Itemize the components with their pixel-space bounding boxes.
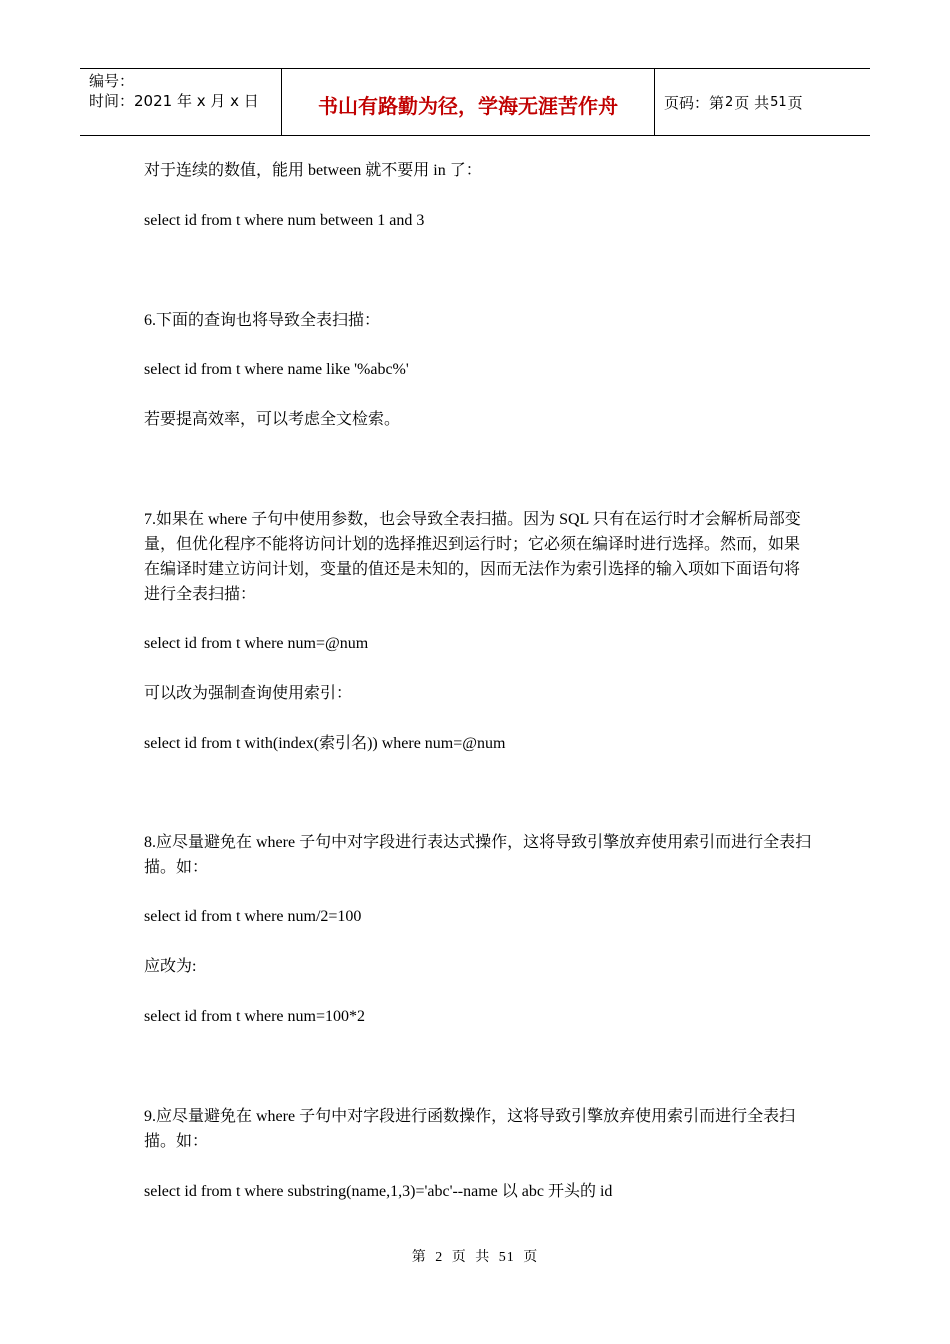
paragraph: 可以改为强制查询使用索引： (144, 685, 353, 702)
sql-example: select id from t where num/2=100 (144, 908, 362, 925)
sql-example: select id from t where num between 1 and 3 (144, 212, 425, 229)
sql-example: select id from t with(index(索引名)) where num=@num (144, 735, 506, 752)
section-paragraph: 8.应尽量避免在 where 子句中对字段进行表达式操作，这将导致引擎放弃使用索引而进行全表扫描。如： (144, 834, 812, 876)
page-suffix: 页 (787, 93, 803, 112)
paragraph: 应改为: (144, 958, 197, 975)
header-motto: 书山有路勤为径，学海无涯苦作舟 (281, 69, 655, 135)
sql-example: select id from t where substring(name,1,3)='abc'--name 以 abc 开头的 id (144, 1183, 613, 1200)
document-date: 时间：2021 年 x 月 x 日 (89, 92, 259, 110)
page-mid: 页 共 (734, 93, 770, 112)
sql-example: select id from t where num=@num (144, 635, 369, 652)
sql-example: select id from t where num=100*2 (144, 1008, 365, 1025)
section-heading: 6.下面的查询也将导致全表扫描： (144, 312, 381, 329)
page-total: 51 (770, 94, 787, 110)
section-paragraph: 7.如果在 where 子句中使用参数，也会导致全表扫描。因为 SQL 只有在运行时才会解析局部变量，但优化程序不能将访问计划的选择推迟到运行时；它必须在编译时进行选择。然而，如果在编译时建立访问计划，变量的值还是未知的，因而无法作为索引选择的输入项如下面语句将进行全表扫描： (144, 511, 801, 603)
document-number-label: 编号： (89, 72, 135, 90)
header-meta (80, 69, 281, 135)
paragraph: 对于连续的数值，能用 between 就不要用 in 了： (144, 162, 482, 179)
page-footer: 第 2 页 共 51 页 (411, 1250, 539, 1265)
section-paragraph: 9.应尽量避免在 where 子句中对字段进行函数操作，这将导致引擎放弃使用索引而进行全表扫描。如： (144, 1108, 796, 1150)
header-page-info (655, 69, 870, 135)
page-prefix: 页码：第 (664, 93, 725, 112)
page-header (80, 68, 870, 136)
paragraph: 若要提高效率，可以考虑全文检索。 (144, 411, 401, 428)
page-current: 2 (725, 94, 734, 110)
sql-example: select id from t where name like '%abc%' (144, 361, 409, 378)
